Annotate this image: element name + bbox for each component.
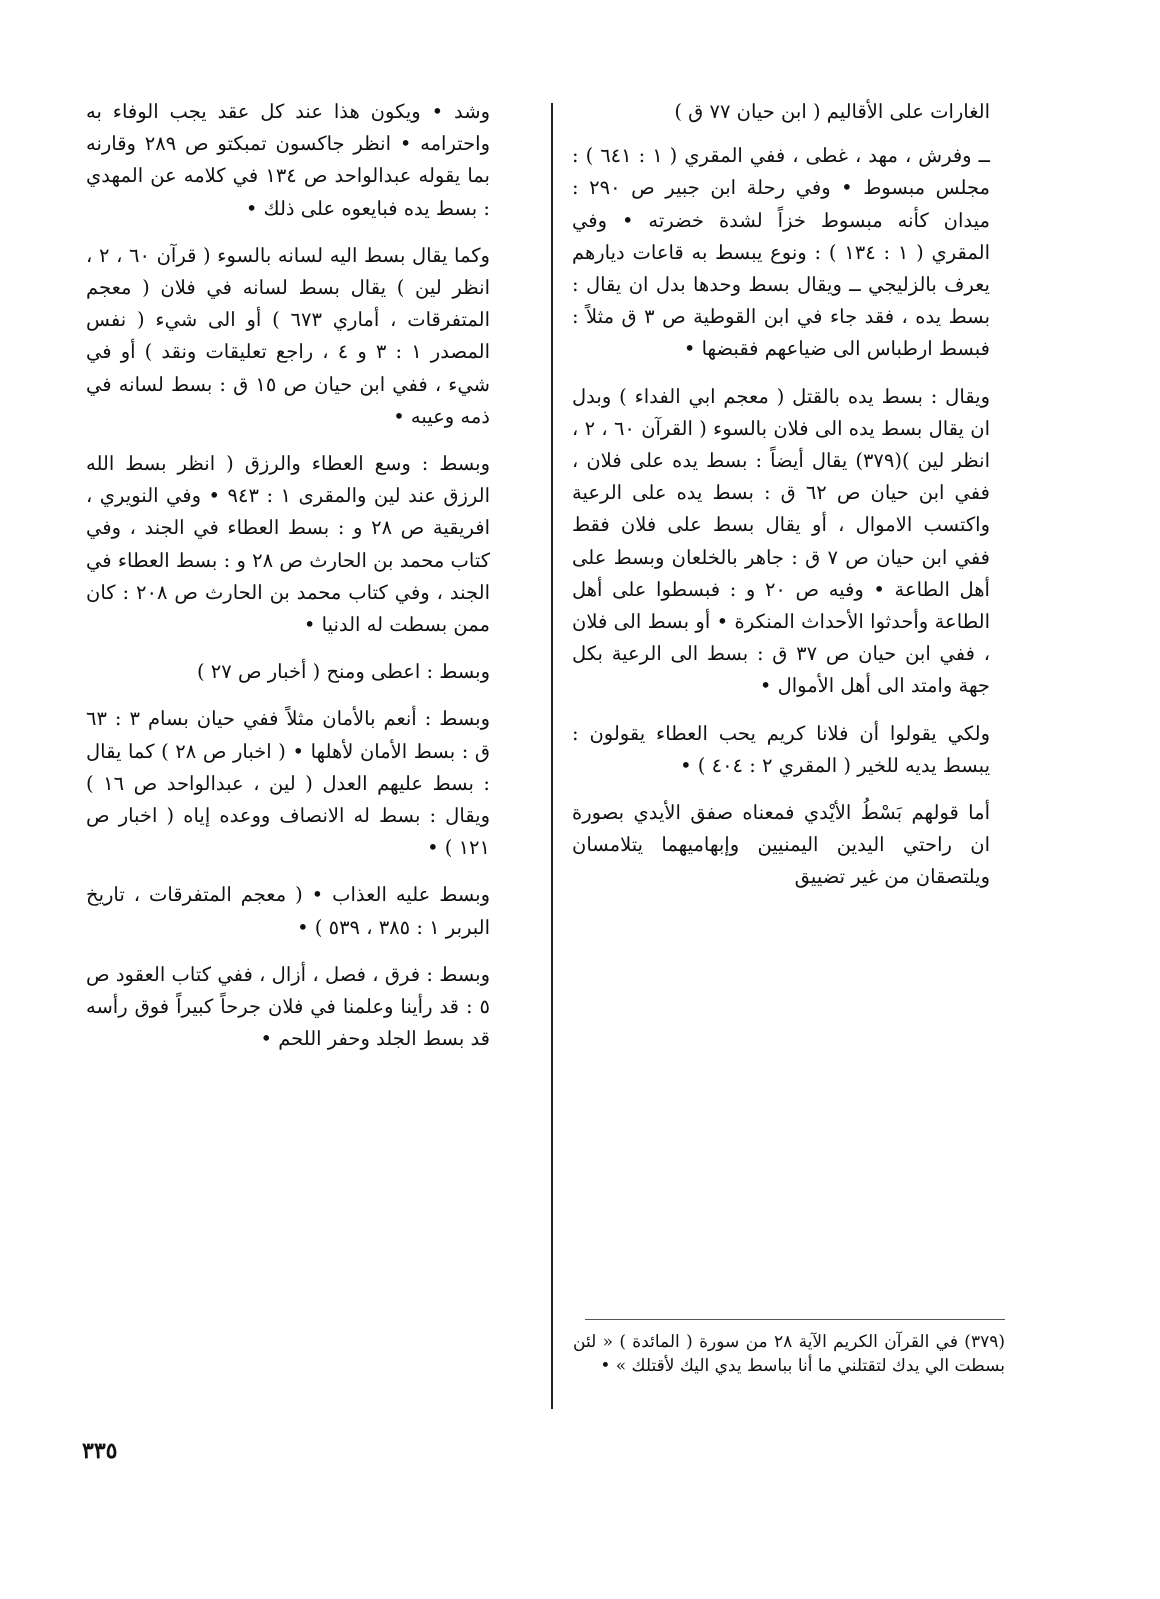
left-paragraph-7: وبسط : فرق ، فصل ، أزال ، ففي كتاب العقود ص ٥ : قد رأينا وعلمنا في فلان جرحاً كبيراً فوق رأسه قد بسط الجلد وحفر اللحم • bbox=[86, 962, 490, 1051]
left-paragraph-4: وبسط : اعطى ومنح ( أخبار ص ٢٧ ) bbox=[196, 660, 490, 684]
right-column bbox=[572, 96, 990, 909]
right-paragraph-3: ويقال : بسط يده بالقتل ( معجم ابي الفداء ) وبدل ان يقال بسط يده الى فلان بالسوء ( القرآن ٦٠ ، ٢ ، انظر لين )(٣٧٩) يقال أيضاً : بسط يده على فلان ، ففي ابن حيان ص ٦٢ ق : بسط يده على الرعية واكتسب الاموال ، أو يقال بسط على فلان فقط ففي ابن حيان ص ٧ ق : جاهر بالخلعان وبسط على أهل الطاعة • وفيه ص ٢٠ و : فبسطوا على أهل الطاعة وأحدثوا الأحداث المنكرة • أو بسط الى فلان ، ففي ابن حيان ص ٣٧ ق : بسط الى الرعية بكل جهة وامتد الى أهل الأموال • bbox=[572, 384, 991, 698]
left-column bbox=[86, 96, 490, 1070]
left-paragraph-6: وبسط عليه العذاب • ( معجم المتفرقات ، تاريخ البربر ١ : ٣٨٥ ، ٥٣٩ ) • bbox=[86, 883, 490, 939]
footnote-rule bbox=[585, 1319, 1005, 1320]
page-number: ٣٣٥ bbox=[82, 1438, 118, 1464]
right-paragraph-4: ولكي يقولوا أن فلانا كريم يحب العطاء يقولون : يبسط يديه للخير ( المقري ٢ : ٤٠٤ ) • bbox=[572, 721, 990, 777]
right-paragraph-1: الغارات على الأقاليم ( ابن حيان ٧٧ ق ) bbox=[674, 100, 990, 123]
left-paragraph-5: وبسط : أنعم بالأمان مثلاً ففي حيان بسام ٣ : ٦٣ ق : بسط الأمان لأهلها • ( اخبار ص ٢٨ ) كما يقال : بسط عليهم العدل ( لين ، عبدالواحد ص ١٦ ) ويقال : بسط له الانصاف ووعده إياه ( اخبار ص ١٢١ ) • bbox=[86, 707, 491, 860]
column-divider bbox=[551, 103, 553, 1409]
left-paragraph-2: وكما يقال بسط اليه لسانه بالسوء ( قرآن ٦٠ ، ٢ ، انظر لين ) يقال بسط لسانه في فلان ( معجم المتفرقات ، أماري ٦٧٣ ) أو الى شيء ( نفس المصدر ١ : ٣ و ٤ ، راجع تعليقات ونقد ) أو في شيء ، ففي ابن حيان ص ١٥ ق : بسط لسانه في ذمه وعيبه • bbox=[86, 243, 491, 428]
right-paragraph-2: ــ وفرش ، مهد ، غطى ، ففي المقري ( ١ : ٦٤١ ) : مجلس مبسوط • وفي رحلة ابن جبير ص ٢٩٠ : ميدان كأنه مبسوط خزاً لشدة خضرته • وفي المقري ( ١ : ١٣٤ ) : ونوع يبسط به قاعات ديارهم يعرف بالزليجي ــ ويقال بسط وحدها بدل ان يقال : بسط يده ، فقد جاء في ابن القوطية ص ٣ ق مثلاً : فبسط ارطباس الى ضياعهم فقبضها • bbox=[572, 144, 990, 361]
left-paragraph-1: وشد • ويكون هذا عند كل عقد يجب الوفاء به واحترامه • انظر جاكسون تمبكتو ص ٢٨٩ وقارنه بما يقوله عبدالواحد ص ١٣٤ في كلامه عن المهدي : بسط يده فبايعوه على ذلك • bbox=[86, 100, 490, 220]
footnote-block bbox=[573, 1319, 1005, 1378]
left-paragraph-3: وبسط : وسع العطاء والرزق ( انظر بسط الله الرزق عند لين والمقرى ١ : ٩٤٣ • وفي النويري ، افريقية ص ٢٨ و : بسط العطاء في الجند ، وفي كتاب محمد بن الحارث ص ٢٨ و : بسط العطاء في الجند ، وفي كتاب محمد بن الحارث ص ٢٠٨ : كان ممن بسطت له الدنيا • bbox=[86, 452, 491, 637]
footnote-text: (٣٧٩) في القرآن الكريم الآية ٢٨ من سورة ( المائدة ) « لئن بسطت الي يدك لتقتلني ما أنا بباسط يدي اليك لأقتلك » • bbox=[573, 1332, 1005, 1376]
right-paragraph-5: أما قولهم بَسْطُ الأيْدي فمعناه صفق الأيدي بصورة ان راحتي اليدين اليمنيين وإبهاميهما يتلامسان ويلتصقان من غير تضييق bbox=[572, 801, 990, 889]
